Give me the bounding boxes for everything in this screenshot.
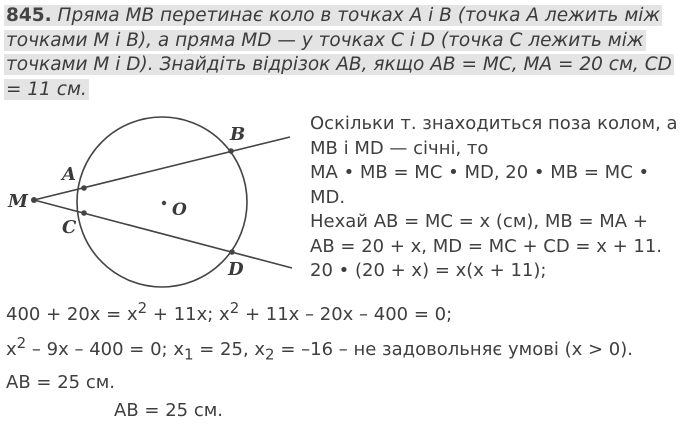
problem-number: 845. [6,5,52,26]
point-d [229,249,235,255]
solution-line: AB = 20 + x, MD = MC + CD = x + 11. [310,235,663,257]
problem-line-3: точками M і D). Знайдіть відрізок AB, якщо AB = MC, MA = 20 см, CD [6,54,672,75]
solution-line: Нехай AB = MC = x (см), MB = MA + [310,211,648,232]
eq-part: = –16 – не задовольняє умові (x > 0). [274,339,633,360]
label-o: O [172,200,187,220]
label-a: A [62,164,76,185]
eq-part: x [6,339,17,360]
eq-exponent: 2 [137,299,148,317]
solution-line: MD. [310,186,346,208]
center-o [162,201,166,205]
geometry-diagram [0,112,300,292]
label-d: D [228,259,244,280]
final-answer: AB = 25 см. [114,399,224,421]
problem-line-4: = 11 см. [6,78,87,100]
eq-subscript: 1 [183,345,194,364]
solution-line: Оскільки т. знаходиться поза колом, а [310,113,678,134]
point-c [81,210,87,216]
point-b [228,148,234,154]
eq-part: + 11x – 20x – 400 = 0; [239,304,453,325]
label-m: M [8,191,28,212]
problem-line-2: точками M і B), а пряма MD — у точках C і D (точка C лежить між [6,29,644,51]
equation-2 [6,329,692,369]
equation-1 [6,294,692,329]
problem-statement [4,4,690,102]
eq-exponent: 2 [16,334,27,352]
label-c: C [62,217,77,238]
eq-exponent: 2 [229,299,240,317]
circle [77,117,247,287]
solution-right-column [310,112,690,284]
solution-line: MB і MD — січні, то [310,137,489,159]
eq-part: + 11x; x [147,304,230,325]
problem-line-1: Пряма MB перетинає коло в точках A і B (точка A лежить між [57,5,661,26]
label-b: B [230,124,246,145]
solution-line: MA • MB = MC • MD, 20 • MB = MC • [310,162,650,183]
eq-part: – 9x – 400 = 0; x [26,339,184,360]
eq-part: 400 + 20x = x [6,304,138,325]
eq-part: = 25, x [193,339,266,360]
point-m [31,197,37,203]
solution-line: 20 • (20 + x) = x(x + 11); [310,260,547,281]
eq-subscript: 2 [265,345,275,364]
point-a [81,185,87,191]
answer-line: AB = 25 см. [6,371,116,393]
solution-full-width [6,294,692,425]
